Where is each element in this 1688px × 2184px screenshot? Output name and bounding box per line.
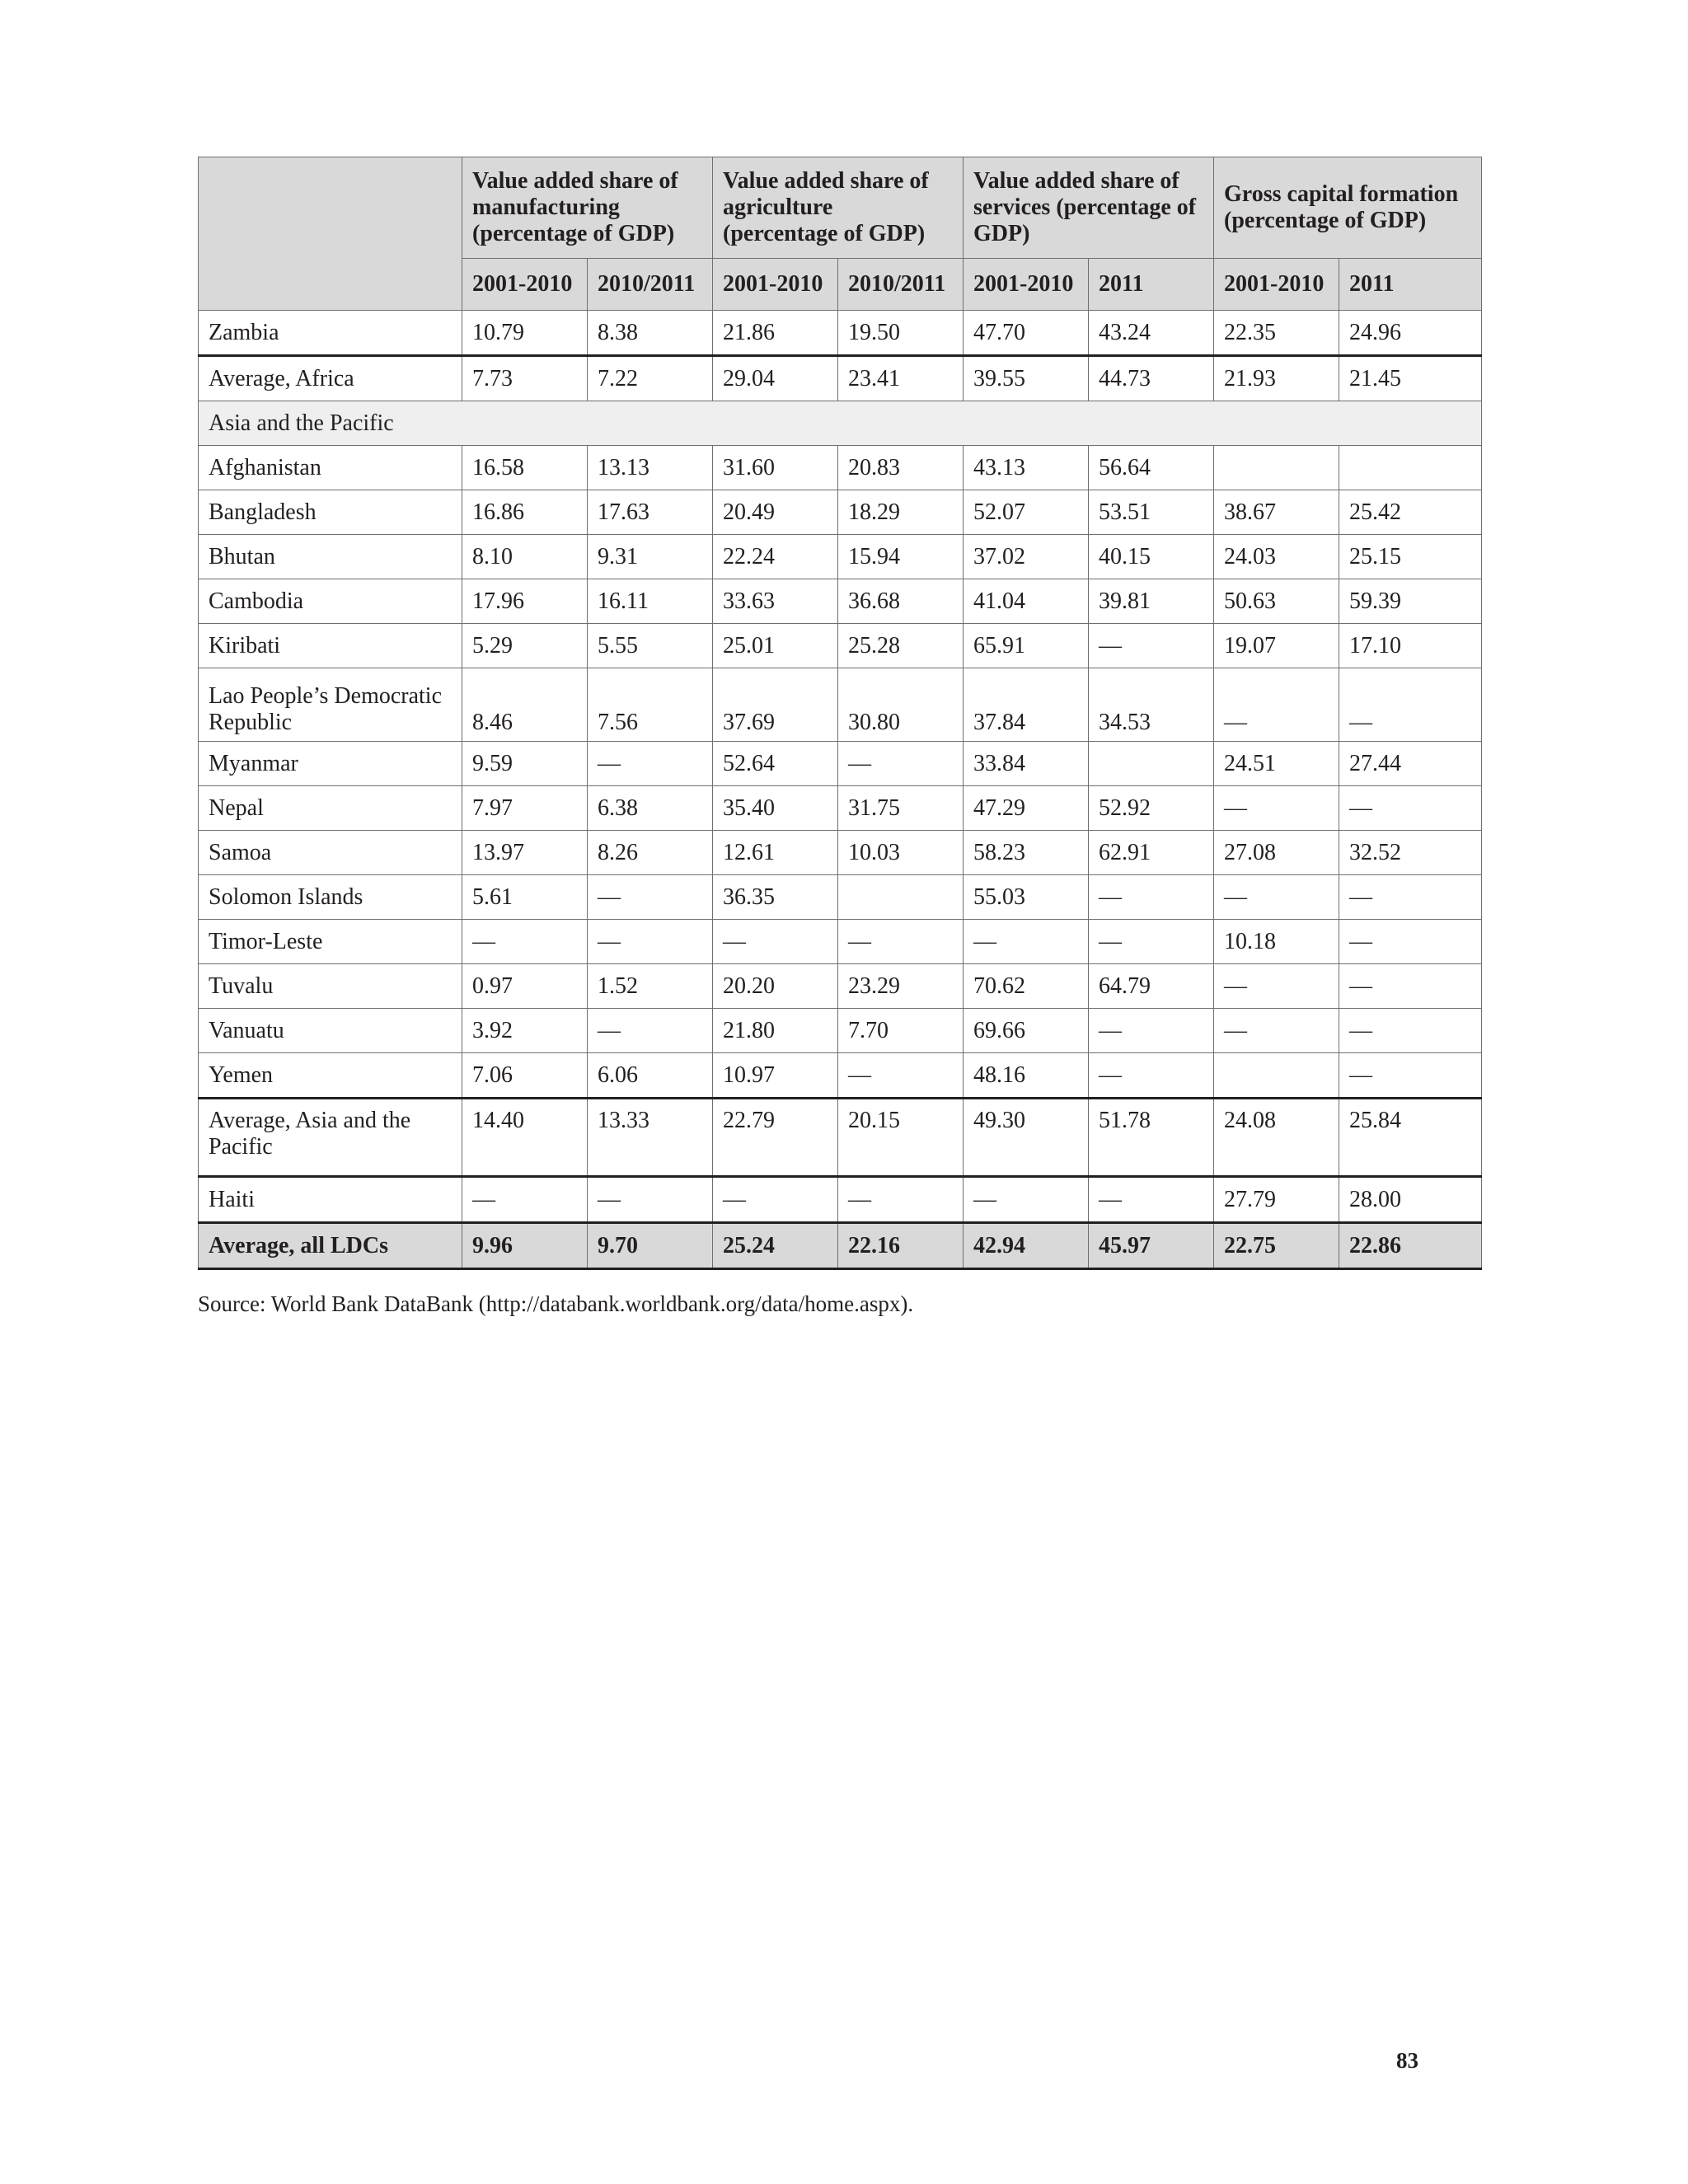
value-cell: 36.68 [838,579,964,624]
value-cell: 7.70 [838,1009,964,1053]
value-cell: — [462,1177,588,1223]
country-label: Myanmar [199,742,462,786]
value-cell: 5.55 [588,624,713,668]
value-cell: 22.16 [838,1223,964,1269]
value-cell: 6.06 [588,1053,713,1099]
value-cell: 37.69 [713,668,838,742]
value-cell: 10.03 [838,831,964,875]
value-cell: 56.64 [1089,446,1214,490]
table-row [199,311,1482,356]
value-cell: — [1089,1177,1214,1223]
value-cell: 7.06 [462,1053,588,1099]
country-label: Cambodia [199,579,462,624]
value-cell: 9.59 [462,742,588,786]
value-cell: 5.29 [462,624,588,668]
table-row [199,579,1482,624]
value-cell: — [1089,624,1214,668]
value-cell: 3.92 [462,1009,588,1053]
value-cell: — [1339,920,1482,964]
country-label: Timor-Leste [199,920,462,964]
value-cell [1214,1053,1339,1099]
value-cell: 25.28 [838,624,964,668]
value-cell: 21.45 [1339,356,1482,401]
value-cell: 33.63 [713,579,838,624]
table-row [199,356,1482,401]
value-cell: 10.97 [713,1053,838,1099]
value-cell: 52.07 [964,490,1089,535]
value-cell: 22.79 [713,1099,838,1177]
source-note: Source: World Bank DataBank (http://databank.worldbank.org/data/home.aspx). [198,1291,914,1316]
value-cell: 41.04 [964,579,1089,624]
value-cell: 8.46 [462,668,588,742]
value-cell: 44.73 [1089,356,1214,401]
table-row [199,446,1482,490]
header-agriculture: Value added share of agriculture (percentage of GDP) [713,157,964,259]
value-cell: 31.75 [838,786,964,831]
value-cell: 55.03 [964,875,1089,920]
value-cell: 16.11 [588,579,713,624]
value-cell: 7.73 [462,356,588,401]
value-cell: — [1089,920,1214,964]
region-label: Asia and the Pacific [199,401,1482,446]
table-row [199,964,1482,1009]
value-cell: 22.35 [1214,311,1339,356]
value-cell: — [1214,1009,1339,1053]
value-cell: 27.44 [1339,742,1482,786]
table-row [199,786,1482,831]
table-row [199,1099,1482,1177]
value-cell: 7.22 [588,356,713,401]
country-label: Vanuatu [199,1009,462,1053]
value-cell: 39.55 [964,356,1089,401]
table-body [199,311,1482,1269]
header-manufacturing: Value added share of manufacturing (percentage of GDP) [462,157,713,259]
period-header: 2001-2010 [964,259,1089,311]
value-cell: 58.23 [964,831,1089,875]
value-cell: — [1089,875,1214,920]
value-cell: 24.03 [1214,535,1339,579]
country-label: Samoa [199,831,462,875]
value-cell: 23.29 [838,964,964,1009]
country-label: Average, all LDCs [199,1223,462,1269]
value-cell: — [1214,786,1339,831]
value-cell: 48.16 [964,1053,1089,1099]
value-cell: 25.01 [713,624,838,668]
value-cell: 47.70 [964,311,1089,356]
value-cell: — [1339,1053,1482,1099]
value-cell: 13.97 [462,831,588,875]
value-cell: 20.20 [713,964,838,1009]
table-row [199,1223,1482,1269]
value-cell: — [713,920,838,964]
value-cell: 69.66 [964,1009,1089,1053]
country-label: Average, Africa [199,356,462,401]
value-cell [1089,742,1214,786]
value-cell: 15.94 [838,535,964,579]
country-label: Afghanistan [199,446,462,490]
value-cell: 38.67 [1214,490,1339,535]
period-header: 2001-2010 [1214,259,1339,311]
value-cell: 13.33 [588,1099,713,1177]
value-cell: 8.38 [588,311,713,356]
value-cell: 0.97 [462,964,588,1009]
value-cell: 37.84 [964,668,1089,742]
value-cell: 59.39 [1339,579,1482,624]
value-cell: — [462,920,588,964]
value-cell: 25.84 [1339,1099,1482,1177]
value-cell: 27.79 [1214,1177,1339,1223]
period-header: 2010/2011 [588,259,713,311]
table-row [199,875,1482,920]
value-cell: 25.15 [1339,535,1482,579]
table-corner-cell [199,157,462,311]
value-cell: 13.13 [588,446,713,490]
value-cell: 19.07 [1214,624,1339,668]
header-services: Value added share of services (percentage of GDP) [964,157,1214,259]
value-cell: 22.86 [1339,1223,1482,1269]
value-cell: 9.31 [588,535,713,579]
table-row [199,1053,1482,1099]
value-cell: 24.08 [1214,1099,1339,1177]
value-cell: — [1339,668,1482,742]
country-label: Zambia [199,311,462,356]
header-gross-capital-formation: Gross capital formation (percentage of GDP) [1214,157,1482,259]
value-cell: 6.38 [588,786,713,831]
value-cell: 50.63 [1214,579,1339,624]
value-cell: — [838,1053,964,1099]
value-cell [1339,446,1482,490]
value-cell: — [838,1177,964,1223]
country-label: Bhutan [199,535,462,579]
period-header: 2010/2011 [838,259,964,311]
table-row [199,742,1482,786]
country-label: Solomon Islands [199,875,462,920]
value-cell: — [1339,964,1482,1009]
value-cell: 21.86 [713,311,838,356]
value-cell: 34.53 [1089,668,1214,742]
period-header: 2011 [1089,259,1214,311]
value-cell: 16.86 [462,490,588,535]
value-cell: 1.52 [588,964,713,1009]
value-cell: 33.84 [964,742,1089,786]
value-cell: 45.97 [1089,1223,1214,1269]
country-label: Lao People’s Democratic Republic [199,668,462,742]
value-cell: — [1089,1009,1214,1053]
country-label: Tuvalu [199,964,462,1009]
value-cell: — [1339,786,1482,831]
value-cell: 31.60 [713,446,838,490]
value-cell: 10.18 [1214,920,1339,964]
value-cell: — [838,742,964,786]
value-cell: 49.30 [964,1099,1089,1177]
value-cell: — [588,1177,713,1223]
value-cell: 24.96 [1339,311,1482,356]
value-cell: 35.40 [713,786,838,831]
value-cell: 20.83 [838,446,964,490]
table-row [199,1009,1482,1053]
value-cell: 65.91 [964,624,1089,668]
country-label: Bangladesh [199,490,462,535]
value-cell: — [838,920,964,964]
value-cell [838,875,964,920]
value-cell: 21.80 [713,1009,838,1053]
value-cell: 20.49 [713,490,838,535]
table-row [199,920,1482,964]
data-table [198,157,1482,1270]
country-label: Nepal [199,786,462,831]
table-row [199,831,1482,875]
value-cell: 43.13 [964,446,1089,490]
value-cell: — [588,875,713,920]
value-cell: 47.29 [964,786,1089,831]
table-row [199,535,1482,579]
value-cell: 40.15 [1089,535,1214,579]
value-cell: 16.58 [462,446,588,490]
value-cell: — [588,920,713,964]
value-cell: 24.51 [1214,742,1339,786]
value-cell: 32.52 [1339,831,1482,875]
table-row [199,490,1482,535]
value-cell: 52.64 [713,742,838,786]
value-cell: 9.70 [588,1223,713,1269]
value-cell: 27.08 [1214,831,1339,875]
value-cell: 17.63 [588,490,713,535]
country-label: Haiti [199,1177,462,1223]
value-cell: 17.96 [462,579,588,624]
period-header: 2001-2010 [462,259,588,311]
value-cell: 39.81 [1089,579,1214,624]
table-row [199,668,1482,742]
value-cell: 14.40 [462,1099,588,1177]
value-cell: 36.35 [713,875,838,920]
value-cell: 43.24 [1089,311,1214,356]
table-row [199,1177,1482,1223]
value-cell: 8.10 [462,535,588,579]
country-label: Average, Asia and the Pacific [199,1099,462,1177]
period-header: 2011 [1339,259,1482,311]
country-label: Yemen [199,1053,462,1099]
value-cell: 25.42 [1339,490,1482,535]
value-cell: — [588,742,713,786]
value-cell: — [1089,1053,1214,1099]
value-cell: — [1339,1009,1482,1053]
period-header: 2001-2010 [713,259,838,311]
value-cell: 52.92 [1089,786,1214,831]
value-cell: — [713,1177,838,1223]
value-cell: 22.75 [1214,1223,1339,1269]
value-cell: 18.29 [838,490,964,535]
value-cell: 42.94 [964,1223,1089,1269]
value-cell: 62.91 [1089,831,1214,875]
value-cell: 37.02 [964,535,1089,579]
value-cell: 8.26 [588,831,713,875]
page-number: 83 [1396,2048,1418,2073]
value-cell: — [1214,875,1339,920]
value-cell: 10.79 [462,311,588,356]
value-cell: — [1214,668,1339,742]
value-cell: 21.93 [1214,356,1339,401]
value-cell: 70.62 [964,964,1089,1009]
value-cell: 30.80 [838,668,964,742]
value-cell: — [964,920,1089,964]
value-cell: 28.00 [1339,1177,1482,1223]
value-cell: 17.10 [1339,624,1482,668]
value-cell: — [1214,964,1339,1009]
value-cell: 12.61 [713,831,838,875]
value-cell [1214,446,1339,490]
value-cell: 22.24 [713,535,838,579]
value-cell: 7.56 [588,668,713,742]
value-cell: 51.78 [1089,1099,1214,1177]
region-row [199,401,1482,446]
value-cell: 19.50 [838,311,964,356]
value-cell: 64.79 [1089,964,1214,1009]
value-cell: 5.61 [462,875,588,920]
value-cell: 7.97 [462,786,588,831]
value-cell: 20.15 [838,1099,964,1177]
value-cell: — [588,1009,713,1053]
value-cell: 9.96 [462,1223,588,1269]
value-cell: 53.51 [1089,490,1214,535]
value-cell: 25.24 [713,1223,838,1269]
value-cell: 29.04 [713,356,838,401]
value-cell: — [1339,875,1482,920]
value-cell: — [964,1177,1089,1223]
value-cell: 23.41 [838,356,964,401]
country-label: Kiribati [199,624,462,668]
table-row [199,624,1482,668]
